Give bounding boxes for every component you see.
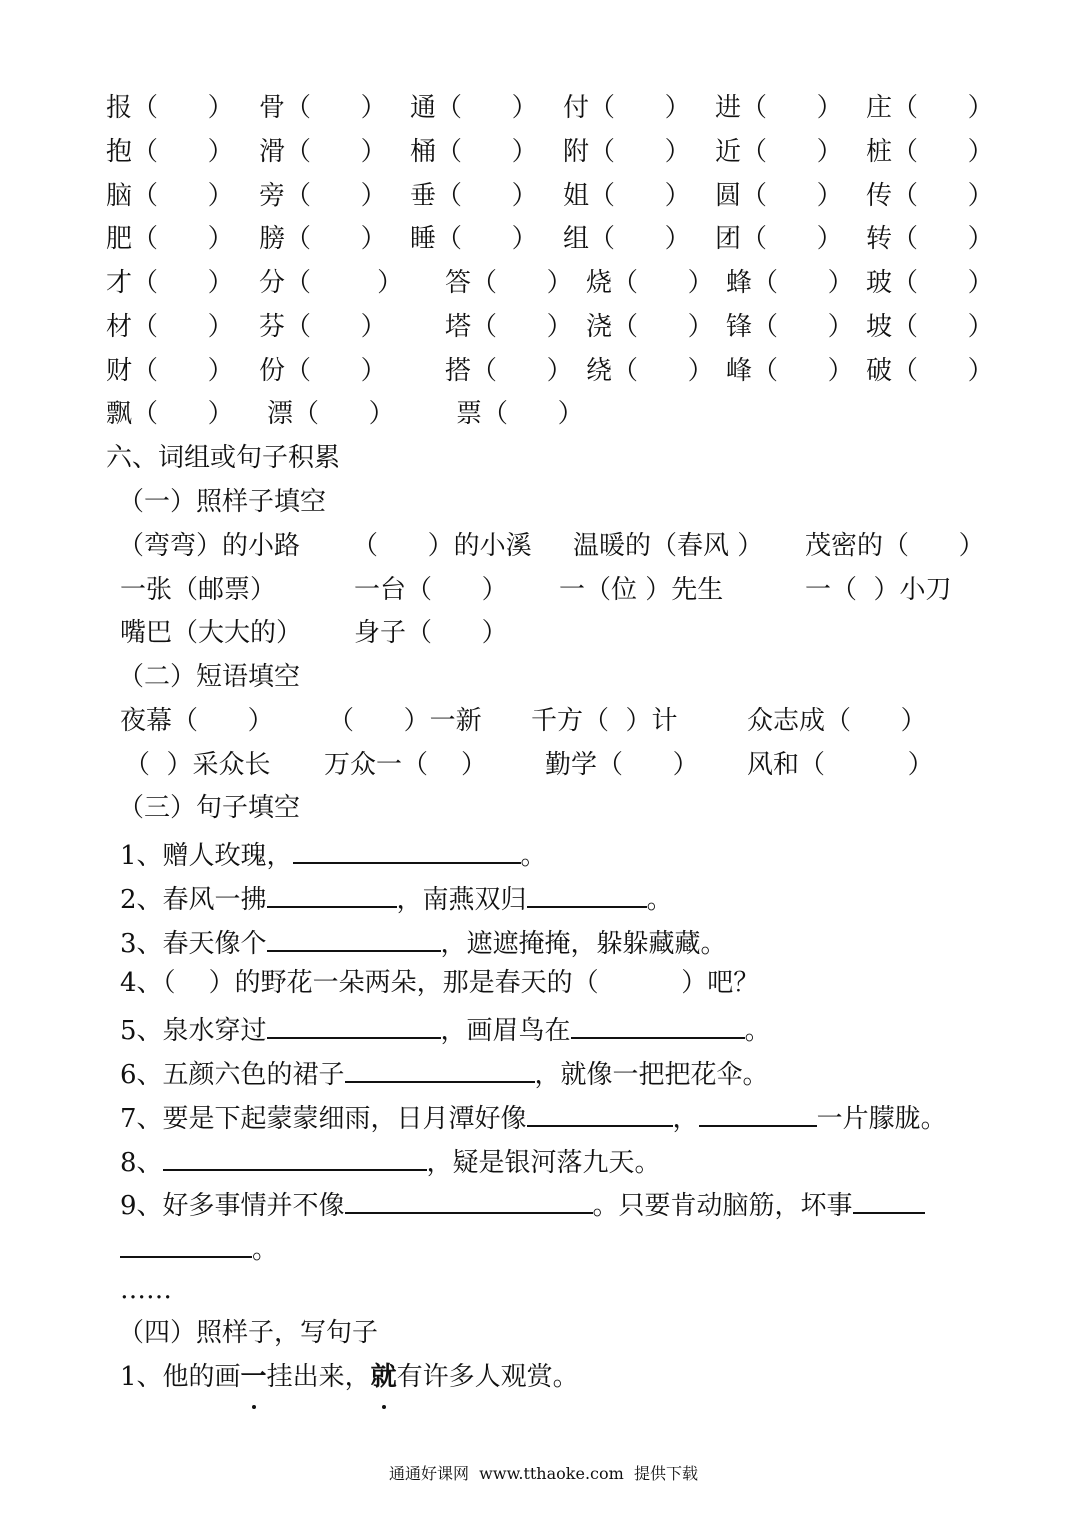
sentence-9: 9、好多事情并不像 。只要肯动脑筋，坏事 [120,1182,925,1226]
char-item: 膀（ ） [259,224,387,254]
char-item: 漂（ ） [267,399,395,429]
char-item: 旁（ ） [259,181,387,211]
char-item: 塔（ ） [445,312,573,342]
char-item: 才（ ） [106,268,234,298]
char-item: 转（ ） [866,224,994,254]
char-item: 桶（ ） [410,137,538,167]
phrase-item: 千方（ ）计 [531,706,678,736]
char-item: 烧（ ） [586,268,714,298]
char-item: 玻（ ） [866,268,994,298]
char-item: 垂（ ） [410,181,538,211]
char-item: 滑（ ） [259,137,387,167]
example-item: 茂密的（ ） [805,531,985,561]
char-item: 报（ ） [106,93,234,123]
char-item: 骨（ ） [259,93,387,123]
char-item: 搭（ ） [445,356,573,386]
char-item: 庄（ ） [866,93,994,123]
sentence-2: 2、春风一拂 ，南燕双归 。 [120,876,673,920]
example-item: 嘴巴（大大的） [120,618,303,648]
answer-blank[interactable] [345,1182,593,1214]
emphasis-word: 一 [241,1357,267,1397]
char-item: 绕（ ） [586,356,714,386]
answer-blank[interactable] [571,1007,745,1039]
example-item: 温暖的（春风 ） [573,531,764,561]
char-item: 组（ ） [563,224,691,254]
answer-blank[interactable] [293,832,521,864]
subsection-title: （一）照样子填空 [118,487,327,517]
ellipsis: …… [120,1275,172,1305]
answer-blank[interactable] [163,1139,427,1171]
char-item: 锋（ ） [726,312,854,342]
char-item: 材（ ） [106,312,234,342]
answer-blank[interactable] [699,1095,817,1127]
answer-blank[interactable] [120,1226,252,1258]
char-item: 份（ ） [259,356,387,386]
char-item: 蜂（ ） [726,268,854,298]
sentence-9-cont: 。 [120,1226,278,1270]
char-item: 通（ ） [410,93,538,123]
subsection-title: （四）照样子，写句子 [118,1318,379,1348]
example-item: 一（ ）小刀 [805,575,952,605]
sentence-8: 8、 ，疑是银河落九天。 [120,1139,661,1183]
example-item: 身子（ ） [354,618,508,648]
section-title: 六、词组或句子积累 [106,443,341,473]
example-item: （弯弯）的小路 [118,531,301,561]
example-item: 一张（邮票） [120,575,277,605]
char-item: 姐（ ） [563,181,691,211]
char-item: 睡（ ） [410,224,538,254]
answer-blank[interactable] [345,1051,535,1083]
char-item: 传（ ） [866,181,994,211]
char-item: 浇（ ） [586,312,714,342]
answer-blank[interactable] [853,1182,925,1214]
example-item: 一（位 ）先生 [559,575,724,605]
subsection-title: （三）句子填空 [118,793,301,823]
sentence-7: 7、要是下起蒙蒙细雨，日月潭好像 ， 一片朦胧。 [120,1095,947,1139]
char-item: 芬（ ） [259,312,387,342]
char-item: 团（ ） [715,224,843,254]
char-item: 桩（ ） [866,137,994,167]
char-item: 飘（ ） [106,399,234,429]
phrase-item: 众志成（ ） [747,706,927,736]
answer-blank[interactable] [267,920,441,952]
char-item: 坡（ ） [866,312,994,342]
answer-blank[interactable] [527,876,647,908]
char-item: 财（ ） [106,356,234,386]
char-item: 圆（ ） [715,181,843,211]
sentence-5: 5、泉水穿过 ，画眉鸟在 。 [120,1007,771,1051]
phrase-item: 夜幕（ ） [120,706,274,736]
char-item: 近（ ） [715,137,843,167]
phrase-item: 风和（ ） [747,750,934,780]
char-item: 肥（ ） [106,224,234,254]
char-item: 脑（ ） [106,181,234,211]
char-item: 分（ ） [259,268,404,298]
answer-blank[interactable] [527,1095,673,1127]
char-item: 抱（ ） [106,137,234,167]
char-item: 票（ ） [456,399,584,429]
example-item: （ ）的小溪 [352,531,532,561]
subsection-title: （二）短语填空 [118,662,301,692]
char-item: 破（ ） [866,356,994,386]
sentence-3: 3、春天像个 ，遮遮掩掩，躲躲藏藏。 [120,920,727,964]
emphasis-word: 就 [371,1357,397,1397]
answer-blank[interactable] [267,1007,441,1039]
phrase-item: 勤学（ ） [545,750,699,780]
sentence-1: 1、赠人玫瑰， 。 [120,832,547,876]
phrase-item: （ ）采众长 [124,750,271,780]
example-item: 一台（ ） [354,575,508,605]
sentence-6: 6、五颜六色的裙子 ，就像一把把花伞。 [120,1051,769,1095]
phrase-item: 万众一（ ） [324,750,488,780]
page-footer: 通通好课网 www.tthaoke.com 提供下载 [389,1464,698,1483]
char-item: 付（ ） [563,93,691,123]
char-item: 答（ ） [445,268,573,298]
example-sentence: 1、他的画一挂出来，就有许多人观赏。 [120,1357,579,1397]
char-item: 附（ ） [563,137,691,167]
phrase-item: （ ）一新 [328,706,482,736]
answer-blank[interactable] [267,876,397,908]
sentence-4: 4、（ ）的野花一朵两朵，那是春天的（ ）吧？ [120,968,760,998]
char-item: 进（ ） [715,93,843,123]
char-item: 峰（ ） [726,356,854,386]
